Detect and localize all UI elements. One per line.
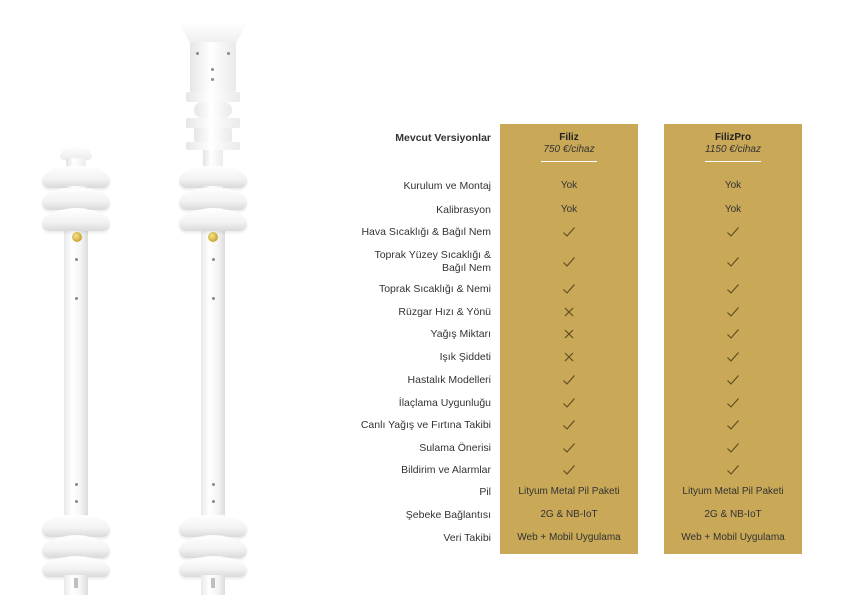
feature-value: Yok	[724, 180, 742, 191]
check-icon	[726, 256, 740, 268]
feature-value: 2G & NB-IoT	[540, 509, 598, 520]
check-icon	[562, 283, 576, 295]
check-icon	[562, 256, 576, 268]
feature-label: Kurulum ve Montaj	[403, 179, 491, 192]
feature-label: Şebeke Bağlantısı	[405, 508, 491, 521]
feature-value: 2G & NB-IoT	[704, 509, 762, 520]
feature-value: Lityum Metal Pil Paketi	[682, 486, 784, 497]
check-icon	[562, 442, 576, 454]
feature-label: Bildirim ve Alarmlar	[401, 463, 491, 476]
check-icon	[726, 306, 740, 318]
version-name: Filiz	[559, 132, 579, 143]
feature-value: Web + Mobil Uygulama	[681, 532, 785, 543]
device-pole	[201, 226, 225, 526]
feature-label: Kalibrasyon	[436, 203, 491, 216]
feature-label: Hastalık Modelleri	[407, 373, 491, 386]
feature-value: Yok	[560, 180, 578, 191]
feature-label: Yağış Miktarı	[430, 327, 491, 340]
check-icon	[726, 351, 740, 363]
column-divider	[541, 161, 597, 162]
feature-label: Işık Şiddeti	[439, 350, 491, 363]
check-icon	[726, 464, 740, 476]
wind-sensor	[194, 102, 232, 118]
radiation-shield-louver	[42, 188, 110, 210]
radiation-shield-louver	[179, 557, 247, 577]
radiation-shield-louver	[42, 536, 110, 558]
feature-value: Lityum Metal Pil Paketi	[518, 486, 620, 497]
feature-label: Hava Sıcaklığı & Bağıl Nem	[361, 225, 491, 238]
radiation-shield-louver	[179, 188, 247, 210]
radiation-shield-louver	[42, 166, 110, 188]
device-pole	[64, 226, 88, 526]
check-icon	[726, 397, 740, 409]
feature-label: Canlı Yağış ve Fırtına Takibi	[360, 418, 491, 431]
feature-value: Yok	[560, 204, 578, 215]
check-icon	[562, 374, 576, 386]
feature-value: Web + Mobil Uygulama	[517, 532, 621, 543]
feature-label: Sulama Önerisi	[419, 441, 491, 454]
version-column-filizpro	[664, 124, 802, 554]
rain-gauge-body	[190, 42, 236, 92]
table-header-label: Mevcut Versiyonlar	[395, 132, 491, 144]
version-price: 1150 €/cihaz	[705, 144, 761, 155]
check-icon	[726, 442, 740, 454]
radiation-shield-louver	[42, 209, 110, 231]
version-name: FilizPro	[714, 132, 752, 143]
check-icon	[726, 419, 740, 431]
radiation-shield-louver	[179, 536, 247, 558]
rain-gauge-funnel	[178, 22, 248, 44]
cross-icon	[562, 306, 576, 318]
feature-label: İlaçlama Uygunluğu	[398, 396, 491, 409]
check-icon	[562, 226, 576, 238]
light-sensor-icon	[72, 232, 82, 242]
feature-label: Veri Takibi	[443, 531, 491, 544]
radiation-shield-louver	[42, 515, 110, 537]
check-icon	[726, 328, 740, 340]
version-price: 750 €/cihaz	[543, 144, 595, 155]
feature-label: Rüzgar Hızı & Yönü	[398, 305, 491, 318]
check-icon	[726, 226, 740, 238]
radiation-shield-louver	[179, 209, 247, 231]
cross-icon	[562, 328, 576, 340]
feature-label: Pil	[479, 485, 491, 498]
radiation-shield-louver	[179, 515, 247, 537]
radiation-shield-louver	[42, 557, 110, 577]
check-icon	[562, 397, 576, 409]
light-sensor-icon	[208, 232, 218, 242]
feature-value: Yok	[724, 204, 742, 215]
column-divider	[705, 161, 761, 162]
radiation-shield-louver	[179, 166, 247, 188]
check-icon	[726, 374, 740, 386]
cross-icon	[562, 351, 576, 363]
feature-label: Toprak Yüzey Sıcaklığı & Bağıl Nem	[374, 249, 491, 274]
check-icon	[726, 283, 740, 295]
check-icon	[562, 464, 576, 476]
feature-label: Toprak Sıcaklığı & Nemi	[378, 282, 491, 295]
check-icon	[562, 419, 576, 431]
version-column-filiz	[500, 124, 638, 554]
